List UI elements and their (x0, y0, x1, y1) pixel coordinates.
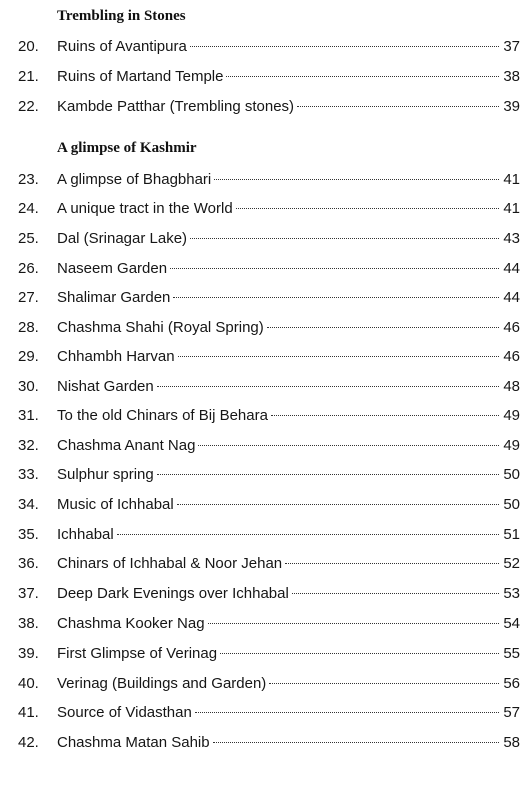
toc-entry (18, 346, 520, 368)
toc-entry (18, 524, 520, 546)
toc-entry (18, 405, 520, 427)
toc-entry (18, 258, 520, 280)
entry-number: 38. (18, 615, 39, 632)
entry-title: Chashma Shahi (Royal Spring) (57, 319, 264, 336)
entry-page: 58 (503, 734, 520, 751)
entry-title: Chashma Anant Nag (57, 437, 196, 454)
dot-leader (208, 623, 499, 624)
dot-leader (271, 415, 499, 416)
entry-number: 27. (18, 289, 39, 306)
dot-leader (236, 208, 499, 209)
entry-number: 22. (18, 98, 39, 115)
entry-title: Chhambh Harvan (57, 348, 175, 365)
dot-leader (267, 327, 499, 328)
entry-page: 54 (503, 615, 520, 632)
entry-title: Chashma Kooker Nag (57, 615, 205, 632)
entry-page: 55 (503, 645, 520, 662)
entry-number: 20. (18, 38, 39, 55)
entry-page: 39 (503, 98, 520, 115)
entry-page: 37 (503, 38, 520, 55)
dot-leader (292, 593, 499, 594)
entry-title: Chashma Matan Sahib (57, 734, 210, 751)
entry-number: 34. (18, 496, 39, 513)
entry-title: Sulphur spring (57, 466, 154, 483)
entry-title: Chinars of Ichhabal & Noor Jehan (57, 555, 283, 572)
entry-page: 44 (503, 260, 520, 277)
toc-entry (18, 66, 520, 88)
entry-title: Kambde Patthar (Trembling stones) (57, 98, 295, 115)
dot-leader (195, 712, 499, 713)
dot-leader (220, 653, 499, 654)
entry-title: Ruins of Avantipura (57, 38, 187, 55)
toc-entry (18, 228, 520, 250)
dot-leader (190, 46, 499, 47)
entry-title: Music of Ichhabal (57, 496, 174, 513)
toc-entry (18, 673, 520, 695)
entry-number: 29. (18, 348, 39, 365)
entry-number: 42. (18, 734, 39, 751)
entry-page: 50 (503, 466, 520, 483)
toc-entry (18, 96, 520, 118)
entry-number: 26. (18, 260, 39, 277)
toc-entry (18, 732, 520, 754)
entry-page: 49 (503, 407, 520, 424)
entry-page: 51 (503, 526, 520, 543)
toc-entry (18, 613, 520, 635)
entry-number: 28. (18, 319, 39, 336)
dot-leader (177, 504, 499, 505)
entry-number: 25. (18, 230, 39, 247)
toc-entry (18, 317, 520, 339)
section-heading: Trembling in Stones (57, 8, 186, 24)
entry-page: 43 (503, 230, 520, 247)
entry-title: To the old Chinars of Bij Behara (57, 407, 268, 424)
toc-entry (18, 36, 520, 58)
entry-number: 37. (18, 585, 39, 602)
entry-title: Deep Dark Evenings over Ichhabal (57, 585, 289, 602)
entry-page: 56 (503, 675, 520, 692)
entry-number: 23. (18, 171, 39, 188)
entry-page: 38 (503, 68, 520, 85)
entry-number: 32. (18, 437, 39, 454)
dot-leader (170, 268, 499, 269)
entry-title: Shalimar Garden (57, 289, 171, 306)
entry-number: 40. (18, 675, 39, 692)
entry-title: Source of Vidasthan (57, 704, 192, 721)
entry-number: 21. (18, 68, 39, 85)
entry-title: Ichhabal (57, 526, 114, 543)
entry-number: 41. (18, 704, 39, 721)
entry-page: 41 (503, 200, 520, 217)
dot-leader (198, 445, 499, 446)
toc-entry (18, 643, 520, 665)
toc-entry (18, 553, 520, 575)
entry-title: First Glimpse of Verinag (57, 645, 218, 662)
toc-entry (18, 198, 520, 220)
entry-page: 57 (503, 704, 520, 721)
entry-page: 53 (503, 585, 520, 602)
toc-entry (18, 494, 520, 516)
dot-leader (178, 356, 499, 357)
dot-leader (213, 742, 499, 743)
entry-page: 49 (503, 437, 520, 454)
dot-leader (117, 534, 499, 535)
entry-page: 41 (503, 171, 520, 188)
toc-entry (18, 583, 520, 605)
entry-title: Naseem Garden (57, 260, 168, 277)
entry-page: 46 (503, 319, 520, 336)
dot-leader (297, 106, 499, 107)
toc-entry (18, 464, 520, 486)
entry-number: 31. (18, 407, 39, 424)
entry-page: 44 (503, 289, 520, 306)
entry-number: 35. (18, 526, 39, 543)
dot-leader (173, 297, 499, 298)
entry-page: 50 (503, 496, 520, 513)
entry-title: A glimpse of Bhagbhari (57, 171, 212, 188)
entry-number: 24. (18, 200, 39, 217)
entry-title: Dal (Srinagar Lake) (57, 230, 188, 247)
toc-entry (18, 702, 520, 724)
entry-title: Nishat Garden (57, 378, 154, 395)
entry-title: A unique tract in the World (57, 200, 233, 217)
dot-leader (190, 238, 499, 239)
entry-number: 39. (18, 645, 39, 662)
entry-page: 52 (503, 555, 520, 572)
dot-leader (157, 474, 499, 475)
dot-leader (214, 179, 499, 180)
toc-entry (18, 287, 520, 309)
dot-leader (269, 683, 499, 684)
entry-number: 30. (18, 378, 39, 395)
dot-leader (285, 563, 499, 564)
toc-entry (18, 169, 520, 191)
entry-number: 36. (18, 555, 39, 572)
entry-title: Verinag (Buildings and Garden) (57, 675, 267, 692)
entry-page: 48 (503, 378, 520, 395)
entry-page: 46 (503, 348, 520, 365)
toc-entry (18, 376, 520, 398)
entry-number: 33. (18, 466, 39, 483)
entry-title: Ruins of Martand Temple (57, 68, 224, 85)
dot-leader (157, 386, 499, 387)
toc-entry (18, 435, 520, 457)
section-heading: A glimpse of Kashmir (57, 140, 197, 156)
dot-leader (226, 76, 499, 77)
